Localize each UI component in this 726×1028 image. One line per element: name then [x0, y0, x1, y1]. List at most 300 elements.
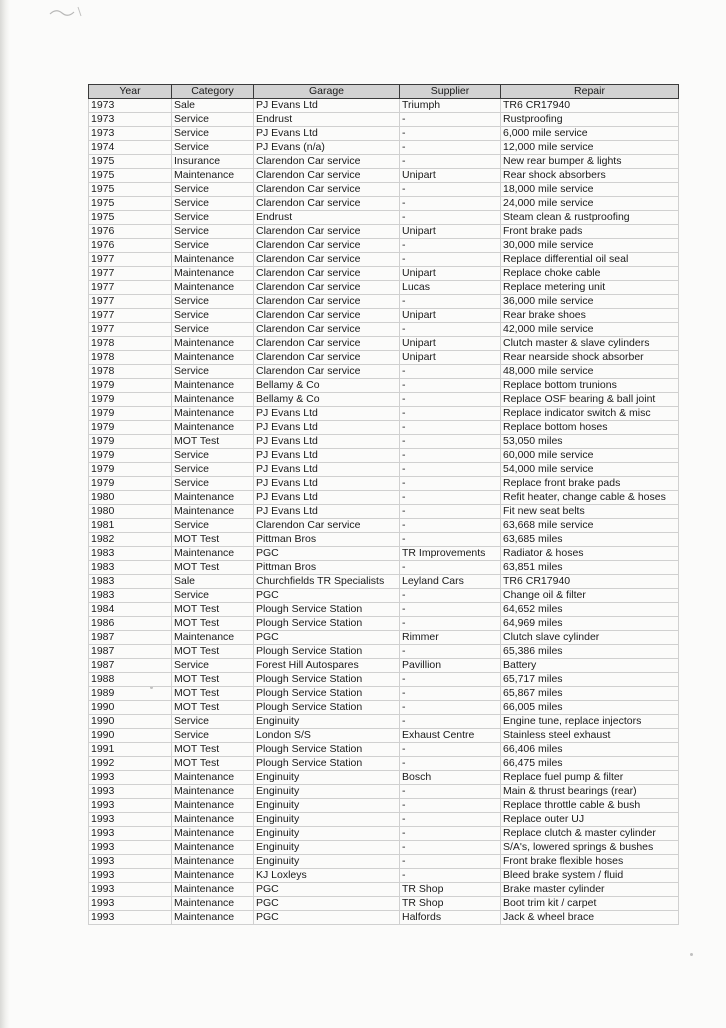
table-row	[89, 911, 679, 925]
cell-category: Service	[172, 729, 254, 743]
cell-garage: PJ Evans Ltd	[254, 491, 400, 505]
cell-year: 1980	[89, 505, 172, 519]
cell-category: MOT Test	[172, 673, 254, 687]
table-row	[89, 673, 679, 687]
cell-supplier: -	[400, 393, 501, 407]
cell-repair: Replace OSF bearing & ball joint	[501, 393, 679, 407]
cell-category: Maintenance	[172, 883, 254, 897]
cell-year: 1979	[89, 421, 172, 435]
scan-shadow-edge	[0, 0, 10, 1028]
cell-garage: PGC	[254, 589, 400, 603]
table-row	[89, 295, 679, 309]
cell-garage: Clarendon Car service	[254, 295, 400, 309]
cell-category: Maintenance	[172, 855, 254, 869]
table-row	[89, 533, 679, 547]
cell-repair: 36,000 mile service	[501, 295, 679, 309]
cell-supplier: -	[400, 701, 501, 715]
cell-category: Service	[172, 323, 254, 337]
cell-garage: Plough Service Station	[254, 687, 400, 701]
cell-garage: Pittman Bros	[254, 533, 400, 547]
cell-supplier: -	[400, 183, 501, 197]
cell-year: 1991	[89, 743, 172, 757]
cell-year: 1973	[89, 113, 172, 127]
cell-year: 1990	[89, 701, 172, 715]
cell-year: 1984	[89, 603, 172, 617]
table-row	[89, 659, 679, 673]
cell-repair: Boot trim kit / carpet	[501, 897, 679, 911]
cell-category: Service	[172, 183, 254, 197]
cell-repair: 63,685 miles	[501, 533, 679, 547]
cell-repair: Replace metering unit	[501, 281, 679, 295]
table-row	[89, 771, 679, 785]
cell-repair: 53,050 miles	[501, 435, 679, 449]
table-row	[89, 211, 679, 225]
cell-repair: Rear nearside shock absorber	[501, 351, 679, 365]
cell-repair: Bleed brake system / fluid	[501, 869, 679, 883]
cell-supplier: -	[400, 603, 501, 617]
table-row	[89, 603, 679, 617]
cell-garage: Clarendon Car service	[254, 155, 400, 169]
cell-category: MOT Test	[172, 603, 254, 617]
table-row	[89, 197, 679, 211]
table-row	[89, 785, 679, 799]
cell-year: 1993	[89, 827, 172, 841]
cell-year: 1979	[89, 449, 172, 463]
cell-supplier: Halfords	[400, 911, 501, 925]
cell-repair: Clutch master & slave cylinders	[501, 337, 679, 351]
cell-repair: 24,000 mile service	[501, 197, 679, 211]
cell-garage: Pittman Bros	[254, 561, 400, 575]
cell-supplier: Lucas	[400, 281, 501, 295]
cell-repair: Change oil & filter	[501, 589, 679, 603]
cell-year: 1983	[89, 547, 172, 561]
cell-category: Maintenance	[172, 169, 254, 183]
cell-year: 1980	[89, 491, 172, 505]
table-row	[89, 253, 679, 267]
table-row	[89, 701, 679, 715]
cell-category: Service	[172, 141, 254, 155]
cell-repair: 42,000 mile service	[501, 323, 679, 337]
cell-supplier: -	[400, 785, 501, 799]
cell-supplier: Unipart	[400, 169, 501, 183]
table-row	[89, 435, 679, 449]
cell-supplier: -	[400, 211, 501, 225]
cell-repair: Replace bottom hoses	[501, 421, 679, 435]
cell-year: 1976	[89, 239, 172, 253]
cell-category: Maintenance	[172, 351, 254, 365]
table-row	[89, 113, 679, 127]
table-row	[89, 351, 679, 365]
cell-repair: 63,668 mile service	[501, 519, 679, 533]
cell-garage: Clarendon Car service	[254, 365, 400, 379]
cell-repair: Refit heater, change cable & hoses	[501, 491, 679, 505]
table-row	[89, 547, 679, 561]
cell-supplier: Exhaust Centre	[400, 729, 501, 743]
cell-repair: 54,000 mile service	[501, 463, 679, 477]
cell-supplier: -	[400, 743, 501, 757]
table-row	[89, 855, 679, 869]
cell-repair: 64,969 miles	[501, 617, 679, 631]
cell-repair: Engine tune, replace injectors	[501, 715, 679, 729]
cell-garage: London S/S	[254, 729, 400, 743]
cell-category: Service	[172, 197, 254, 211]
cell-repair: Stainless steel exhaust	[501, 729, 679, 743]
cell-repair: Front brake flexible hoses	[501, 855, 679, 869]
cell-category: Maintenance	[172, 897, 254, 911]
cell-garage: Enginuity	[254, 799, 400, 813]
cell-supplier: -	[400, 295, 501, 309]
table-row	[89, 407, 679, 421]
cell-garage: Clarendon Car service	[254, 323, 400, 337]
table-row	[89, 505, 679, 519]
cell-year: 1974	[89, 141, 172, 155]
cell-supplier: -	[400, 855, 501, 869]
cell-supplier: TR Shop	[400, 883, 501, 897]
cell-year: 1979	[89, 463, 172, 477]
cell-garage: Plough Service Station	[254, 743, 400, 757]
cell-year: 1983	[89, 589, 172, 603]
table-row	[89, 715, 679, 729]
cell-garage: Plough Service Station	[254, 617, 400, 631]
cell-category: Maintenance	[172, 827, 254, 841]
cell-supplier: Unipart	[400, 351, 501, 365]
cell-supplier: -	[400, 799, 501, 813]
cell-year: 1975	[89, 155, 172, 169]
cell-garage: Forest Hill Autospares	[254, 659, 400, 673]
table-row	[89, 309, 679, 323]
table-row	[89, 323, 679, 337]
cell-supplier: -	[400, 197, 501, 211]
cell-category: Service	[172, 477, 254, 491]
cell-repair: Brake master cylinder	[501, 883, 679, 897]
cell-garage: PJ Evans Ltd	[254, 505, 400, 519]
cell-garage: Clarendon Car service	[254, 253, 400, 267]
cell-repair: Fit new seat belts	[501, 505, 679, 519]
cell-category: Service	[172, 519, 254, 533]
cell-garage: Plough Service Station	[254, 603, 400, 617]
cell-supplier: Unipart	[400, 225, 501, 239]
column-header-supplier: Supplier	[400, 85, 501, 99]
column-header-year: Year	[89, 85, 172, 99]
cell-category: Service	[172, 715, 254, 729]
cell-garage: Enginuity	[254, 715, 400, 729]
table-row	[89, 491, 679, 505]
cell-supplier: -	[400, 645, 501, 659]
cell-supplier: -	[400, 491, 501, 505]
cell-year: 1993	[89, 869, 172, 883]
cell-repair: 65,386 miles	[501, 645, 679, 659]
cell-garage: Clarendon Car service	[254, 351, 400, 365]
cell-year: 1993	[89, 799, 172, 813]
cell-category: Maintenance	[172, 281, 254, 295]
cell-year: 1987	[89, 659, 172, 673]
table-row	[89, 449, 679, 463]
cell-repair: Rear shock absorbers	[501, 169, 679, 183]
cell-supplier: -	[400, 589, 501, 603]
cell-garage: KJ Loxleys	[254, 869, 400, 883]
cell-category: Sale	[172, 99, 254, 113]
cell-supplier: -	[400, 519, 501, 533]
cell-repair: 65,717 miles	[501, 673, 679, 687]
cell-year: 1993	[89, 771, 172, 785]
cell-supplier: -	[400, 379, 501, 393]
cell-year: 1987	[89, 645, 172, 659]
cell-supplier: -	[400, 813, 501, 827]
table-row	[89, 99, 679, 113]
cell-repair: Replace differential oil seal	[501, 253, 679, 267]
table-row	[89, 365, 679, 379]
cell-category: Sale	[172, 575, 254, 589]
cell-garage: PGC	[254, 547, 400, 561]
cell-supplier: -	[400, 505, 501, 519]
cell-repair: 66,475 miles	[501, 757, 679, 771]
cell-year: 1975	[89, 169, 172, 183]
cell-garage: PJ Evans Ltd	[254, 407, 400, 421]
cell-repair: Replace fuel pump & filter	[501, 771, 679, 785]
table-row	[89, 421, 679, 435]
cell-garage: PJ Evans Ltd	[254, 127, 400, 141]
cell-supplier: -	[400, 323, 501, 337]
cell-supplier: -	[400, 533, 501, 547]
table-row	[89, 281, 679, 295]
cell-supplier: Unipart	[400, 309, 501, 323]
cell-category: Service	[172, 309, 254, 323]
cell-supplier: -	[400, 141, 501, 155]
column-header-garage: Garage	[254, 85, 400, 99]
cell-garage: Enginuity	[254, 771, 400, 785]
cell-category: Service	[172, 127, 254, 141]
cell-garage: Churchfields TR Specialists	[254, 575, 400, 589]
cell-year: 1986	[89, 617, 172, 631]
cell-repair: Radiator & hoses	[501, 547, 679, 561]
cell-category: Service	[172, 659, 254, 673]
cell-year: 1993	[89, 855, 172, 869]
cell-supplier: -	[400, 435, 501, 449]
table-row	[89, 337, 679, 351]
cell-repair: 12,000 mile service	[501, 141, 679, 155]
table-row	[89, 169, 679, 183]
cell-category: Maintenance	[172, 253, 254, 267]
cell-supplier: -	[400, 841, 501, 855]
cell-year: 1979	[89, 393, 172, 407]
cell-year: 1977	[89, 253, 172, 267]
table-row	[89, 575, 679, 589]
cell-supplier: Bosch	[400, 771, 501, 785]
cell-category: Service	[172, 295, 254, 309]
table-row	[89, 379, 679, 393]
cell-year: 1977	[89, 281, 172, 295]
cell-category: MOT Test	[172, 617, 254, 631]
cell-category: Insurance	[172, 155, 254, 169]
cell-supplier: -	[400, 561, 501, 575]
table-row	[89, 729, 679, 743]
cell-garage: Clarendon Car service	[254, 197, 400, 211]
column-header-category: Category	[172, 85, 254, 99]
cell-category: MOT Test	[172, 645, 254, 659]
cell-year: 1992	[89, 757, 172, 771]
table-row	[89, 561, 679, 575]
cell-garage: Clarendon Car service	[254, 519, 400, 533]
cell-garage: Enginuity	[254, 827, 400, 841]
cell-category: Maintenance	[172, 799, 254, 813]
cell-supplier: -	[400, 869, 501, 883]
cell-year: 1993	[89, 883, 172, 897]
cell-garage: PJ Evans Ltd	[254, 435, 400, 449]
cell-repair: 66,005 miles	[501, 701, 679, 715]
cell-category: Service	[172, 239, 254, 253]
cell-year: 1983	[89, 575, 172, 589]
cell-supplier: -	[400, 687, 501, 701]
cell-supplier: -	[400, 421, 501, 435]
cell-category: Maintenance	[172, 267, 254, 281]
cell-year: 1993	[89, 813, 172, 827]
cell-year: 1975	[89, 183, 172, 197]
cell-category: MOT Test	[172, 743, 254, 757]
cell-garage: PJ Evans Ltd	[254, 99, 400, 113]
table-row	[89, 743, 679, 757]
cell-repair: 30,000 mile service	[501, 239, 679, 253]
cell-supplier: Triumph	[400, 99, 501, 113]
table-row	[89, 897, 679, 911]
cell-year: 1973	[89, 127, 172, 141]
cell-supplier: Leyland Cars	[400, 575, 501, 589]
cell-garage: PJ Evans Ltd	[254, 463, 400, 477]
cell-category: Service	[172, 365, 254, 379]
cell-supplier: -	[400, 757, 501, 771]
cell-garage: Clarendon Car service	[254, 183, 400, 197]
cell-supplier: -	[400, 617, 501, 631]
cell-supplier: -	[400, 127, 501, 141]
cell-garage: PJ Evans Ltd	[254, 449, 400, 463]
cell-supplier: -	[400, 365, 501, 379]
cell-repair: 63,851 miles	[501, 561, 679, 575]
cell-category: Service	[172, 211, 254, 225]
cell-year: 1979	[89, 435, 172, 449]
cell-year: 1973	[89, 99, 172, 113]
cell-supplier: Unipart	[400, 337, 501, 351]
cell-category: Maintenance	[172, 911, 254, 925]
cell-category: Service	[172, 589, 254, 603]
table-row	[89, 645, 679, 659]
cell-supplier: -	[400, 449, 501, 463]
cell-repair: 64,652 miles	[501, 603, 679, 617]
cell-category: Service	[172, 449, 254, 463]
table-row	[89, 799, 679, 813]
cell-garage: Enginuity	[254, 855, 400, 869]
cell-garage: Plough Service Station	[254, 673, 400, 687]
table-row	[89, 127, 679, 141]
table-row	[89, 589, 679, 603]
cell-supplier: -	[400, 827, 501, 841]
cell-repair: Jack & wheel brace	[501, 911, 679, 925]
cell-category: Service	[172, 225, 254, 239]
cell-repair: Replace throttle cable & bush	[501, 799, 679, 813]
cell-garage: PGC	[254, 883, 400, 897]
cell-supplier: TR Shop	[400, 897, 501, 911]
cell-year: 1975	[89, 211, 172, 225]
cell-supplier: -	[400, 113, 501, 127]
cell-category: Service	[172, 113, 254, 127]
cell-supplier: -	[400, 239, 501, 253]
cell-category: Maintenance	[172, 407, 254, 421]
table-header-row	[89, 85, 679, 99]
cell-supplier: Unipart	[400, 267, 501, 281]
cell-garage: Plough Service Station	[254, 757, 400, 771]
cell-category: MOT Test	[172, 435, 254, 449]
cell-garage: PJ Evans Ltd	[254, 421, 400, 435]
cell-year: 1977	[89, 267, 172, 281]
cell-year: 1993	[89, 785, 172, 799]
cell-repair: 48,000 mile service	[501, 365, 679, 379]
cell-repair: 60,000 mile service	[501, 449, 679, 463]
cell-garage: Plough Service Station	[254, 701, 400, 715]
cell-supplier: Rimmer	[400, 631, 501, 645]
cell-category: Maintenance	[172, 393, 254, 407]
table-row	[89, 141, 679, 155]
cell-supplier: Pavillion	[400, 659, 501, 673]
table-row	[89, 813, 679, 827]
cell-year: 1978	[89, 365, 172, 379]
cell-garage: Plough Service Station	[254, 645, 400, 659]
cell-repair: S/A's, lowered springs & bushes	[501, 841, 679, 855]
cell-year: 1981	[89, 519, 172, 533]
cell-repair: Front brake pads	[501, 225, 679, 239]
cell-year: 1979	[89, 477, 172, 491]
table-row	[89, 267, 679, 281]
cell-garage: PGC	[254, 911, 400, 925]
cell-repair: Battery	[501, 659, 679, 673]
cell-year: 1993	[89, 897, 172, 911]
cell-year: 1976	[89, 225, 172, 239]
cell-garage: Bellamy & Co	[254, 393, 400, 407]
cell-repair: 6,000 mile service	[501, 127, 679, 141]
cell-category: Maintenance	[172, 631, 254, 645]
table-row	[89, 239, 679, 253]
cell-category: Maintenance	[172, 505, 254, 519]
cell-repair: TR6 CR17940	[501, 575, 679, 589]
cell-category: Maintenance	[172, 337, 254, 351]
cell-repair: Clutch slave cylinder	[501, 631, 679, 645]
table-row	[89, 463, 679, 477]
table-row	[89, 631, 679, 645]
cell-garage: Clarendon Car service	[254, 169, 400, 183]
cell-year: 1975	[89, 197, 172, 211]
cell-garage: Clarendon Car service	[254, 267, 400, 281]
cell-repair: 65,867 miles	[501, 687, 679, 701]
cell-category: MOT Test	[172, 701, 254, 715]
table-row	[89, 519, 679, 533]
cell-year: 1977	[89, 309, 172, 323]
cell-year: 1983	[89, 561, 172, 575]
cell-category: MOT Test	[172, 757, 254, 771]
cell-year: 1988	[89, 673, 172, 687]
table-row	[89, 869, 679, 883]
cell-year: 1979	[89, 379, 172, 393]
table-row	[89, 687, 679, 701]
cell-year: 1987	[89, 631, 172, 645]
cell-category: Maintenance	[172, 421, 254, 435]
cell-repair: Replace bottom trunions	[501, 379, 679, 393]
cell-year: 1990	[89, 715, 172, 729]
cell-category: Maintenance	[172, 785, 254, 799]
cell-category: MOT Test	[172, 687, 254, 701]
cell-year: 1993	[89, 841, 172, 855]
cell-garage: Endrust	[254, 211, 400, 225]
cell-garage: Enginuity	[254, 813, 400, 827]
column-header-repair: Repair	[501, 85, 679, 99]
cell-supplier: -	[400, 407, 501, 421]
cell-category: Service	[172, 463, 254, 477]
